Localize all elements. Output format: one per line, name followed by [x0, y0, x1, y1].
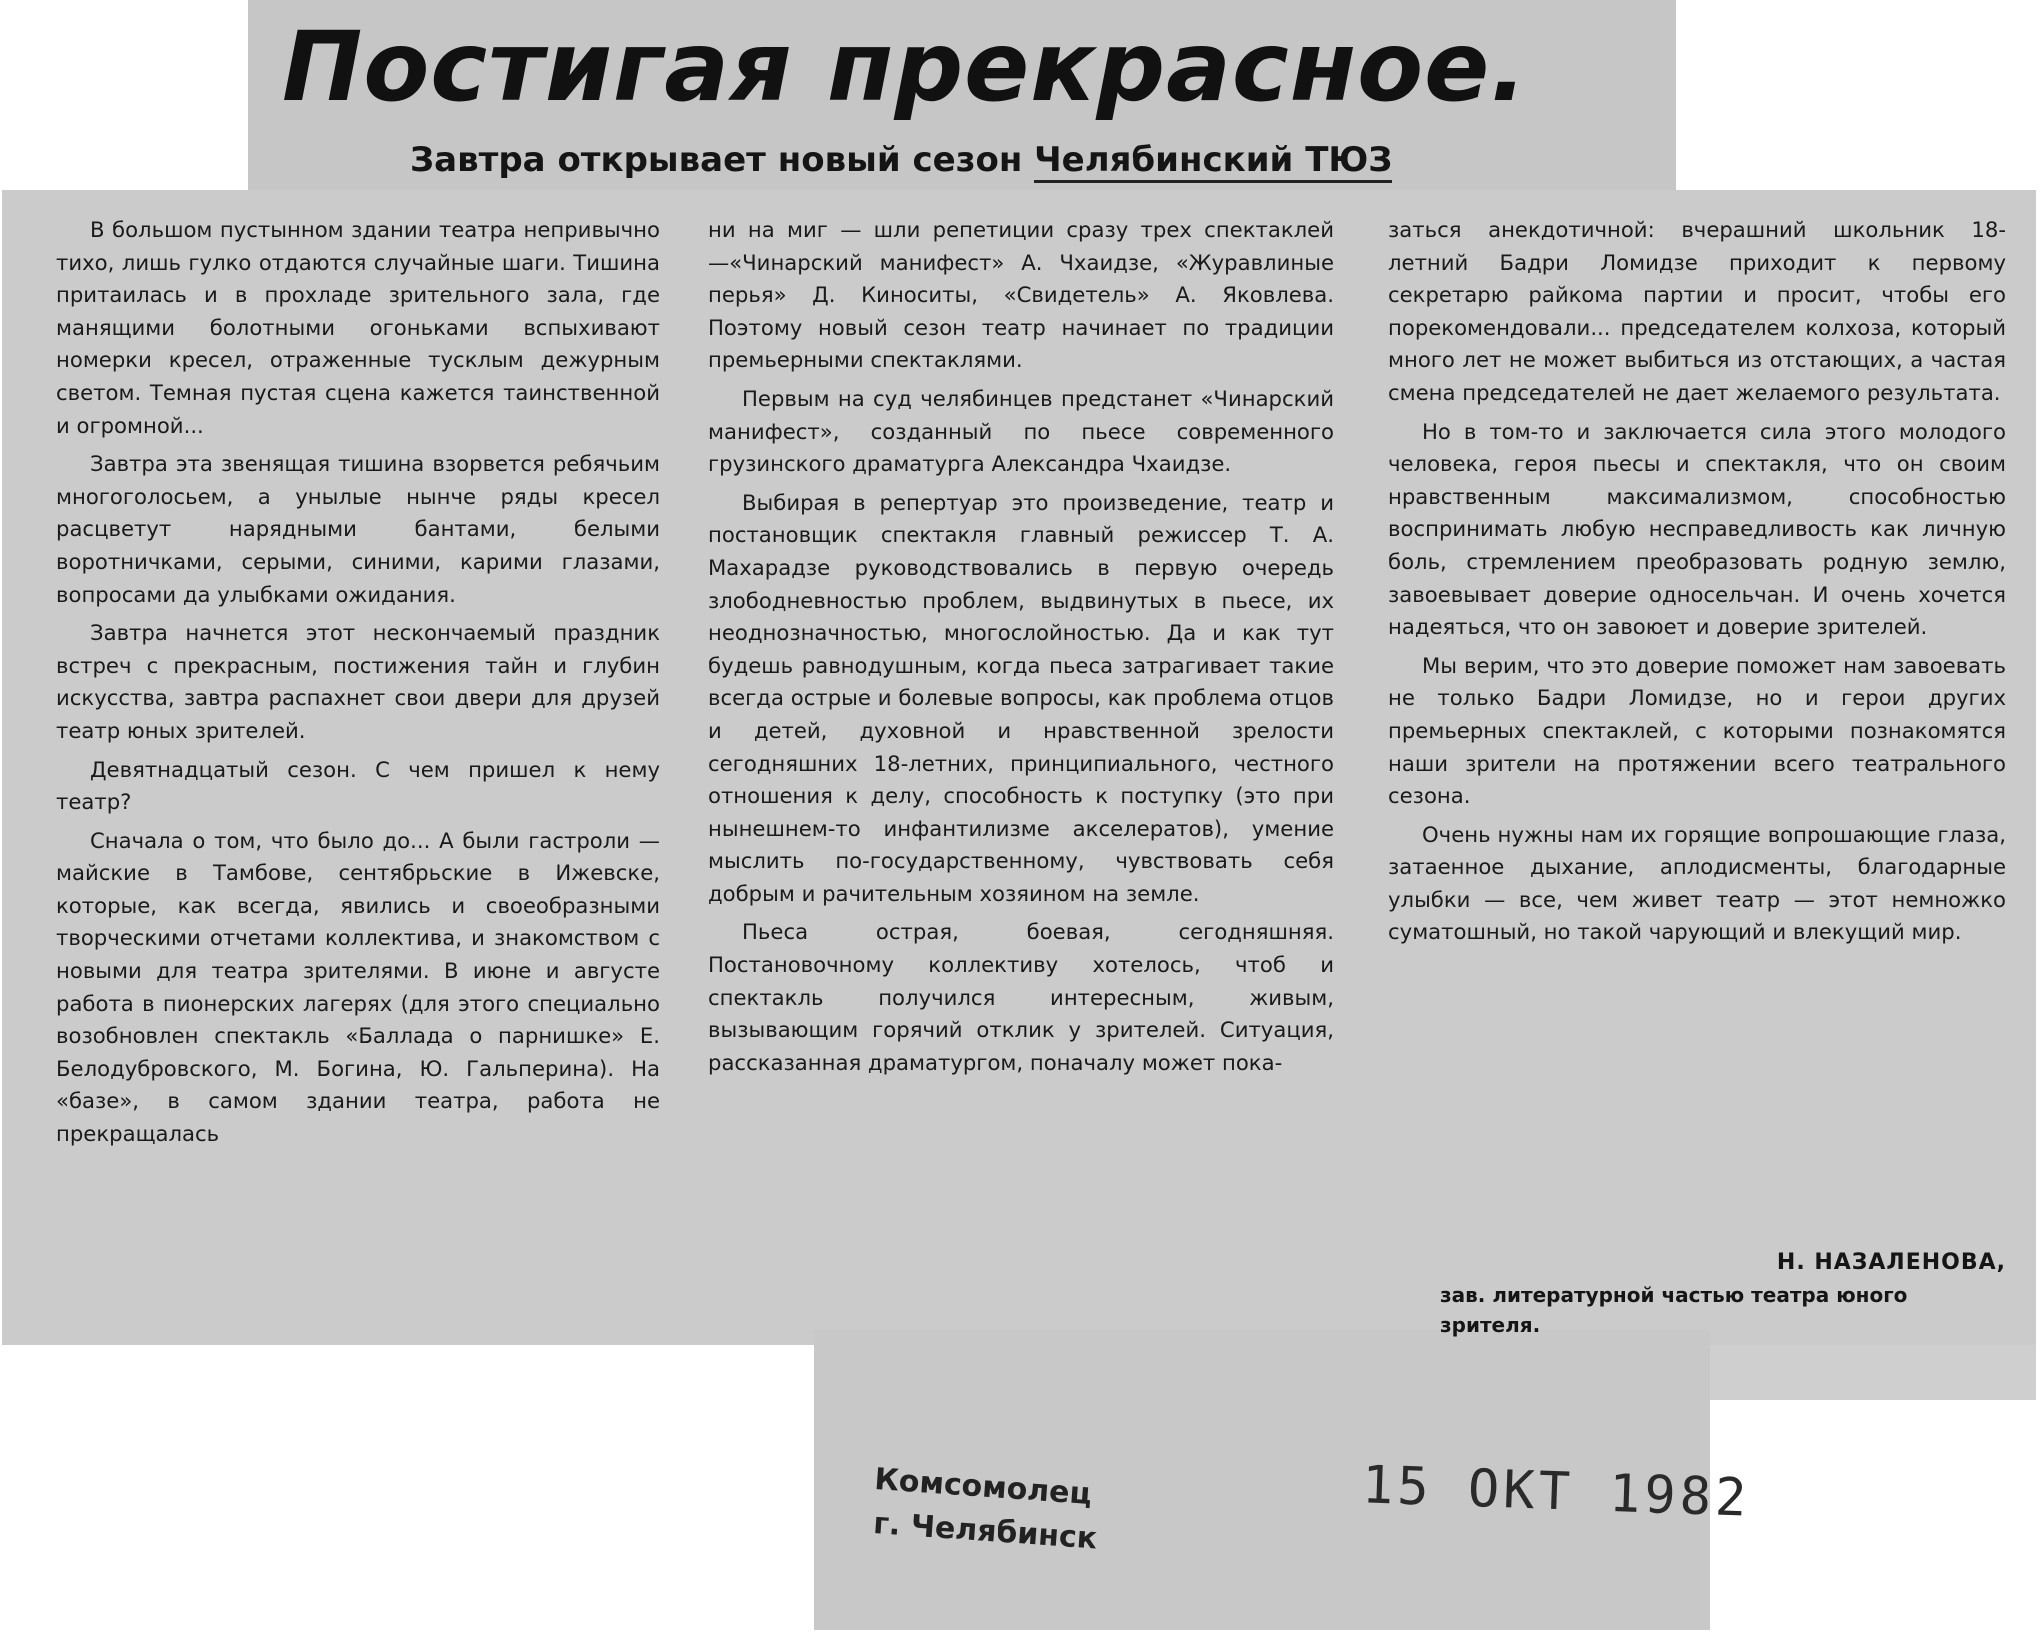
paragraph: Завтра начнется этот нескончаемый праздник встреч с прекрасным, постижения тайн и глубин искусства, завтра распахнет свои двери для друзей театр юных зрителей. [56, 620, 660, 743]
source-city: г. Челябинск [872, 1506, 1099, 1557]
clipping-paper-right-tail [1710, 1345, 2036, 1400]
article-column-1 [56, 214, 660, 1157]
paragraph: В большом пустынном здании театра непривычно тихо, лишь гулко отдаются случайные шаги. Тишина притаилась и в прохладе зрительного зала, где манящими болотными огоньками вспыхивают номерки кресел, отраженные тусклым дежурным светом. Темная пустая сцена кажется таинственной и огромной... [56, 217, 660, 438]
subheadline-underlined-text: Челябинский ТЮЗ [1034, 140, 1392, 183]
article-column-3 [1388, 214, 2006, 955]
paragraph: Сначала о том, что было до... А были гастроли — майские в Тамбове, сентябрьские в Ижевске, которые, как всегда, явились и своеобразными творческими отчетами коллектива, и знакомством с новыми для театра зрителями. В июне и августе работа в пионерских лагерях (для этого специально возобновлен спектакль «Баллада о парнишке» Е. Белодубровского, М. Богина, Ю. Гальперина). На «базе», в самом здании театра, работа не прекращалась [56, 827, 660, 1147]
paragraph: Выбирая в репертуар это произведение, театр и постановщик спектакля главный режиссер Т. А. Махарадзе руководствовались в первую очередь злободневностью проблем, выдвинутых в пьесе, их неоднозначностью, многослойностью. Да и как тут будешь равнодушным, когда пьеса затрагивает такие всегда острые и болевые вопросы, как проблема отцов и детей, духовной и нравственной зрелости сегодняшних 18-летних, принципиального, честного отношения к делу, способность к поступку (это при нынешнем-то инфантилизме акселератов), умение мыслить по-государственному, чувствовать себя добрым и рачительным хозяином на земле. [708, 489, 1334, 906]
paragraph: Девятнадцатый сезон. С чем пришел к нему театр? [56, 756, 660, 815]
subheadline-text: Завтра открывает новый сезон [410, 140, 1035, 180]
author-role: зав. литературной частью театра юного зрителя. [1440, 1283, 1908, 1337]
paragraph: Пьеса острая, боевая, сегодняшняя. Постановочному коллективу хотелось, чтоб и спектакль получился интересным, живым, вызывающим горячий отклик у зрителей. Ситуация, рассказанная драматургом, поначалу может пока- [708, 919, 1334, 1075]
paragraph: заться анекдотичной: вчерашний школьник 18-летний Бадри Ломидзе приходит к первому секретарю райкома партии и просит, чтобы его порекомендовали... председателем колхоза, который много лет не может выбиться из отстающих, а частая смена председателей не дает желаемого результата. [1388, 217, 2006, 405]
paragraph: Очень нужны нам их горящие вопрошающие глаза, затаенное дыхание, аплодисменты, благодарные улыбки — все, чем живет театр — этот немножко суматошный, но такой чарующий и влекущий мир. [1388, 821, 2006, 945]
source-newspaper: Комсомолец [873, 1461, 1093, 1513]
paragraph: Но в том-то и заключается сила этого молодого человека, героя пьесы и спектакля, что он своим нравственным максимализмом, способностью воспринимать любую несправедливость как личную боль, стремлением преобразовать родную землю, завоевывает доверие односельчан. И очень хочется надеяться, что он завоюет и доверие зрителей. [1388, 418, 2006, 640]
article-subheadline [410, 138, 1610, 182]
paragraph: Завтра эта звенящая тишина взорвется ребячьим многоголосьем, а унылые нынче ряды кресел расцветут нарядными бантами, белыми воротничками, серыми, синими, карими глазами, вопросами да улыбками ожидания. [56, 451, 660, 607]
paragraph: ни на миг — шли репетиции сразу трех спектаклей—«Чинарский манифест» А. Чхаидзе, «Журавлиные перья» Д. Киноситы, «Свидетель» А. Яковлева. Поэтому новый сезон театр начинает по традиции премьерными спектаклями. [708, 217, 1334, 373]
article-headline: Постигая прекрасное. [282, 11, 1528, 123]
article-column-2 [708, 214, 1334, 1085]
source-stamp [870, 1458, 1102, 1562]
date-stamp: 15 ОКТ 1982 [1361, 1455, 1752, 1529]
author-name: Н. НАЗАЛЕНОВА, [1776, 1250, 2006, 1275]
author-signature [1440, 1246, 2006, 1340]
paragraph: Мы верим, что это доверие поможет нам завоевать не только Бадри Ломидзе, но и герои других премьерных спектаклей, с которыми познакомятся наши зрители на протяжении всего театрального сезона. [1388, 652, 2006, 809]
paragraph: Первым на суд челябинцев предстанет «Чинарский манифест», созданный по пьесе современного грузинского драматурга Александра Чхаидзе. [708, 385, 1334, 477]
